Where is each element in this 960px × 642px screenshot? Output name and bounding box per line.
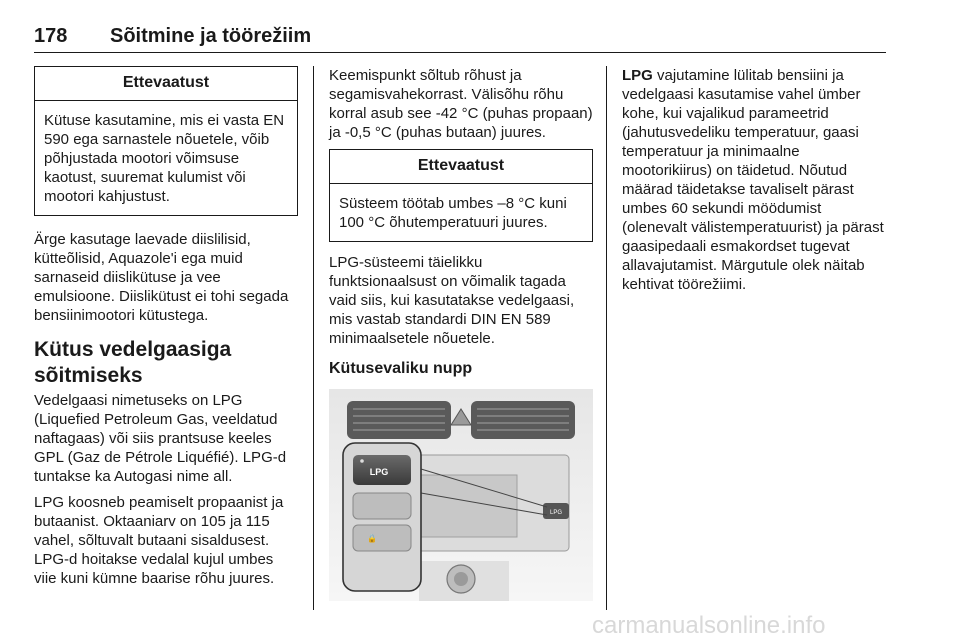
keyword-lpg: LPG <box>622 67 653 84</box>
watermark: carmanualsonline.info <box>592 612 826 639</box>
paragraph-text: vajutamine lülitab bensiini ja vedelgaasi kasutamise vahel ümber kohe, kui vajalikud parameetrid (jahutusvedeliku temperatuur, gaasi temperatuur ja minimaalne mootorikiirus) on täidetud. Nõutud määrad täidetakse tavaliselt pärast umbes 60 sekundi möödumist (olenevalt välistemperatuurist) ja pärast gaasipedaali esmakordset tugevat allavajutamist. Märgutule olek näitab kehtivat töörežiimi. <box>622 67 884 293</box>
page-number: 178 <box>34 25 68 47</box>
caution-text: Kütuse kasutamine, mis ei vasta EN 590 ega sarnastele nõuetele, võib põhjustada mootori võimsuse kaotust, suuremat kulumist või mootori kahjustust. <box>44 112 285 205</box>
running-title: Sõitmine ja töörežiim <box>110 25 312 47</box>
caution-text: Süsteem töötab umbes –8 °C kuni 100 °C õhutemperatuuri juures. <box>339 195 567 231</box>
paragraph: Keemispunkt sõltub rõhust ja segamisvahekorrast. Välisõhu rõhu korral asub see -42 °C (puhas propaan) ja -0,5 °C (puhas butaan) juures. <box>329 67 593 141</box>
column-left <box>34 66 298 595</box>
paragraph: LPG koosneb peamiselt propaanist ja butaanist. Oktaaniarv on 105 ja 115 vahel, sõltuvalt butaani sisaldusest. LPG-d hoitakse vedalal kujul umbes viie kuni kümne baarise rõhu juures. <box>34 494 284 587</box>
lock-icon: 🔒 <box>367 534 377 543</box>
page-header <box>34 25 886 53</box>
column-middle <box>329 66 593 601</box>
lpg-dash-button-label: LPG <box>549 510 563 516</box>
lpg-button-label: LPG <box>369 467 389 477</box>
caution-title: Ettevaatust <box>330 150 592 184</box>
section-heading: Kütus vedelgaasiga sõitmiseks <box>34 338 232 387</box>
caution-box <box>329 149 593 242</box>
column-right <box>622 66 886 301</box>
column-divider <box>313 66 314 610</box>
subsection-heading: Kütusevaliku nupp <box>329 360 473 377</box>
paragraph: LPG-süsteemi täielikku funktsionaalsust on võimalik tagada vaid siis, kui kasutatakse vedelgaasi, mis vastab standardi DIN EN 589 minimaalsetele nõuetele. <box>329 254 575 347</box>
paragraph: Ärge kasutage laevade diislilisid, kütteõlisid, Aquazole'i ega muid sarnaseid diislikütuse ja vee emulsioone. Diislikütust ei tohi segada bensiinimootori kütustega. <box>34 231 289 324</box>
caution-box <box>34 66 298 216</box>
column-divider <box>606 66 607 610</box>
paragraph <box>622 66 886 294</box>
paragraph: Vedelgaasi nimetuseks on LPG (Liquefied Petroleum Gas, veeldatud naftagaas) või siis prantsuse keeles GPL (Gaz de Pétrole Liquéfié). LPG-d tuntakse ka Autogasi nime all. <box>34 392 287 485</box>
caution-title: Ettevaatust <box>35 67 297 101</box>
fuel-selector-illustration <box>329 389 593 601</box>
